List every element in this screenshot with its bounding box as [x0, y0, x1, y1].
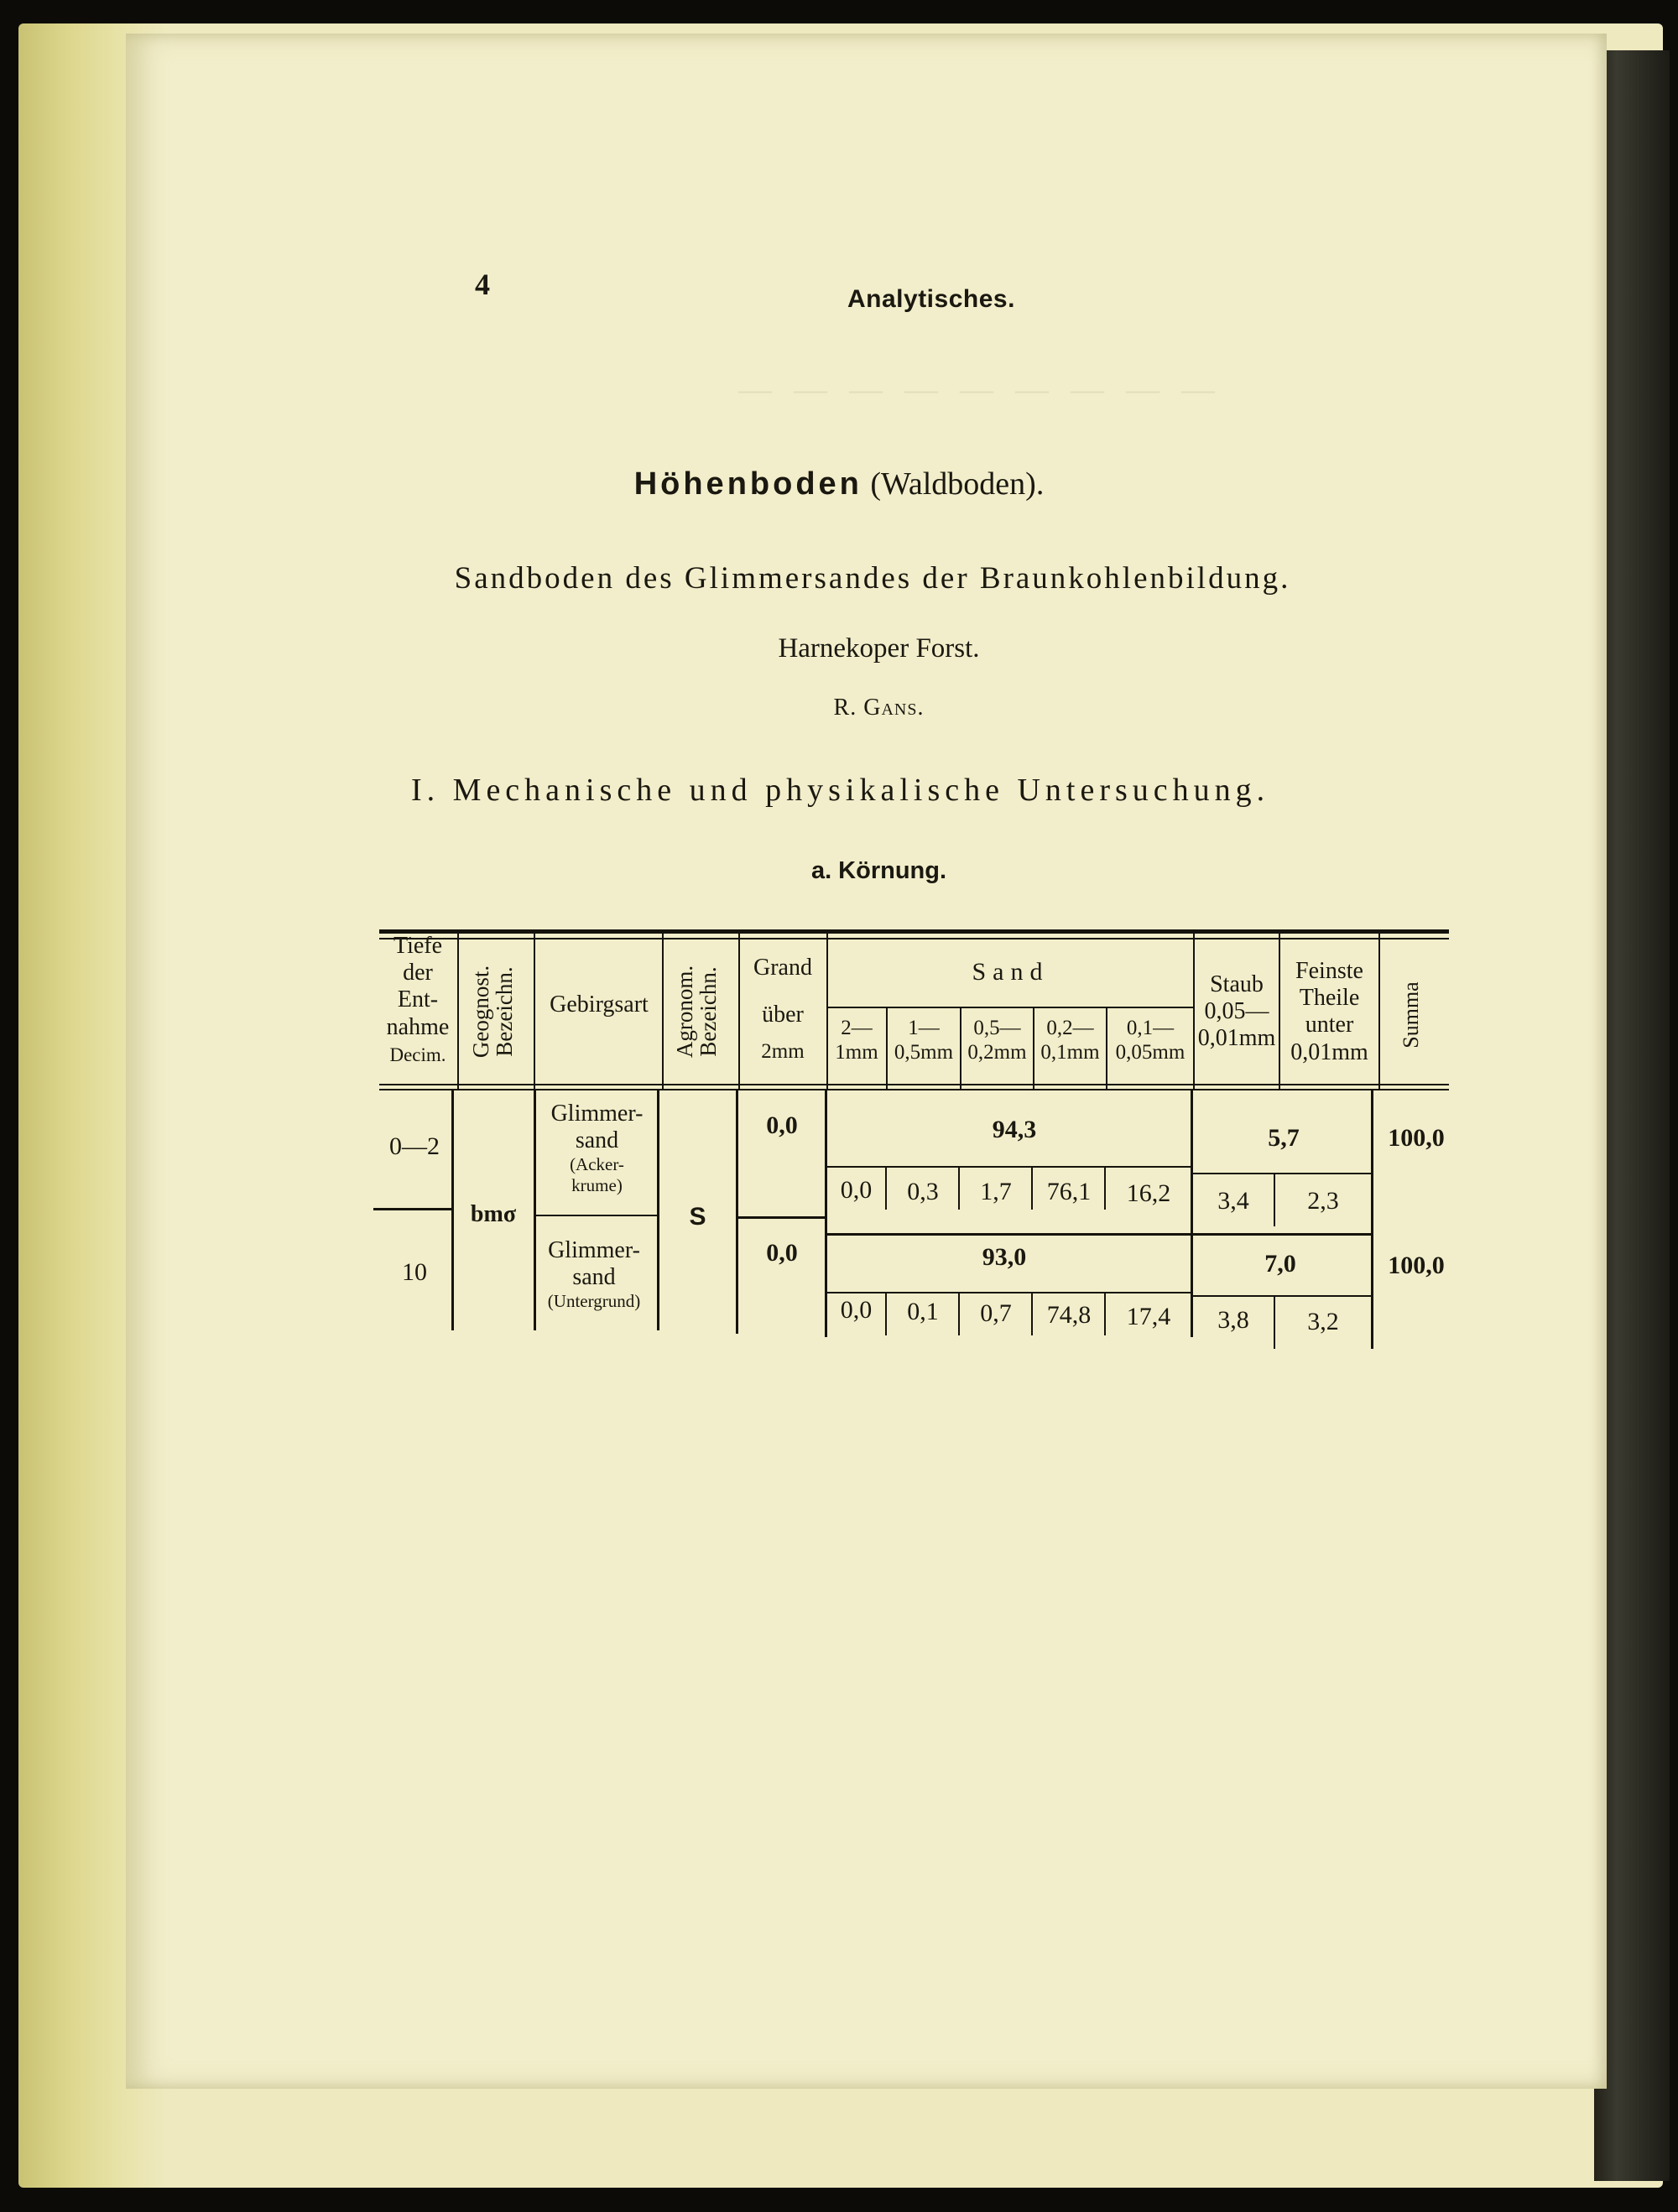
location: Harnekoper Forst.: [778, 633, 980, 664]
hdr-vrule: [662, 929, 664, 1089]
header-line: 0,1—: [1126, 1017, 1175, 1039]
cell-feinste: 2,3: [1307, 1187, 1339, 1215]
cell-staub-feinste-total: 5,7: [1268, 1124, 1300, 1152]
header-sand-01-005: [1107, 1017, 1193, 1065]
cell-sand-part: 17,4: [1126, 1303, 1171, 1330]
cell-sand-part: 0,3: [907, 1178, 939, 1205]
header-line: Grand: [753, 955, 812, 981]
sand-subheader-rule: [827, 1007, 1194, 1008]
title-rest: (Waldboden).: [870, 466, 1045, 502]
hdr-vrule: [1378, 929, 1380, 1089]
page-title: [0, 466, 1678, 502]
cell-staub: 3,4: [1217, 1187, 1249, 1215]
header-geognost: [469, 949, 521, 1075]
header-line: Feinste: [1295, 958, 1363, 984]
header-line: Theile: [1299, 985, 1360, 1012]
bleed-through-text: — — — — — — — — —: [738, 370, 1222, 408]
row-separator: [738, 1216, 826, 1219]
header-line: 0,5—: [973, 1017, 1021, 1039]
cell-sand-part: 0,1: [907, 1298, 939, 1325]
cell-summa: 100,0: [1388, 1124, 1445, 1152]
cell-sand-part: 0,0: [840, 1296, 873, 1324]
staub-detail-rule: [1193, 1295, 1371, 1297]
header-sand-2-1: [827, 1017, 886, 1065]
cell-sand-part: 76,1: [1046, 1178, 1092, 1205]
body-vrule: [1371, 1089, 1373, 1349]
cell-sand-part: 16,2: [1126, 1179, 1171, 1207]
cell-agronom: S: [689, 1203, 706, 1231]
cell-line: sand: [572, 1264, 616, 1291]
header-rule-2: [379, 1089, 1449, 1090]
header-feinste: [1280, 958, 1378, 1066]
cell-tiefe: 10: [402, 1258, 427, 1286]
header-line: Bezeichn.: [696, 966, 722, 1057]
table-top-rule-thin: [379, 938, 1449, 939]
cell-line: Glimmer-: [550, 1101, 644, 1127]
header-line: Tiefe: [393, 933, 443, 959]
hdr-vrule: [457, 929, 459, 1089]
title-bold: Höhenboden: [633, 466, 862, 502]
cell-staub-feinste-total: 7,0: [1264, 1250, 1296, 1278]
header-sand-1-05: [888, 1017, 960, 1065]
cell-sand-part: 1,7: [980, 1178, 1012, 1205]
subsection-title: a. Körnung.: [810, 857, 947, 884]
cell-sand-total: 94,3: [992, 1116, 1037, 1143]
cell-note: (Acker-: [570, 1154, 624, 1175]
staub-detail-rule: [1193, 1173, 1371, 1174]
header-line: 0,05mm: [1115, 1040, 1186, 1064]
cell-geognost: bmσ: [470, 1201, 517, 1227]
row-separator: [373, 1208, 451, 1210]
running-head: Analytisches.: [847, 285, 1015, 313]
header-gebirgsart: Gebirgsart: [550, 991, 649, 1018]
row-separator: [536, 1215, 657, 1216]
header-grand: [740, 955, 826, 1064]
header-line: 1—: [908, 1017, 940, 1039]
cell-sand-part: 0,7: [980, 1299, 1012, 1327]
cell-summa: 100,0: [1388, 1252, 1445, 1279]
cell-note: (Untergrund): [547, 1291, 641, 1312]
sand-detail-rule: [827, 1166, 1193, 1168]
header-line: 0,1mm: [1040, 1040, 1100, 1064]
header-line: Bezeichn.: [492, 966, 518, 1057]
header-line: 1mm: [835, 1040, 878, 1064]
cell-gebirgsart: [530, 1237, 658, 1312]
header-line: Agronom.: [672, 965, 697, 1059]
header-sand-05-02: [961, 1017, 1033, 1065]
cell-sand-part: 74,8: [1046, 1301, 1092, 1329]
page-subtitle: Sandboden des Glimmersandes der Braunkohlenbildung.: [454, 561, 1291, 596]
cell-staub: 3,8: [1217, 1306, 1249, 1334]
cell-gebirgsart: [537, 1101, 657, 1195]
cell-tiefe: 0—2: [389, 1132, 440, 1160]
cell-grand: 0,0: [766, 1111, 798, 1139]
row-separator: [827, 1233, 1373, 1236]
header-line: Geognost.: [468, 965, 493, 1059]
header-line: 0,05—: [1204, 998, 1269, 1025]
header-agronom: [673, 949, 725, 1075]
header-line: 2—: [841, 1017, 873, 1039]
header-sand-02-01: [1034, 1017, 1106, 1065]
cell-line: sand: [575, 1127, 619, 1154]
cell-sand-part: 0,0: [840, 1176, 873, 1204]
header-sand: Sand: [972, 958, 1050, 986]
hdr-vrule: [534, 929, 535, 1089]
page-number: 4: [475, 268, 490, 301]
header-line: 0,2—: [1046, 1017, 1094, 1039]
header-line: Ent-: [397, 986, 439, 1013]
header-tiefe: [379, 933, 456, 1066]
cell-note: krume): [571, 1174, 623, 1195]
cell-feinste: 3,2: [1307, 1308, 1339, 1335]
header-unit: Decim.: [389, 1044, 446, 1065]
header-line: nahme: [386, 1013, 450, 1040]
header-line: 0,2mm: [967, 1040, 1027, 1064]
cell-sand-total: 93,0: [982, 1243, 1027, 1271]
header-line: 2mm: [761, 1040, 805, 1064]
header-line: unter: [1305, 1012, 1354, 1038]
header-staub: [1195, 971, 1279, 1053]
header-line: 0,5mm: [894, 1040, 954, 1064]
table-top-rule: [379, 929, 1449, 934]
header-line: Staub: [1210, 971, 1264, 997]
cell-grand: 0,0: [766, 1239, 798, 1267]
sand-detail-rule: [827, 1292, 1193, 1293]
hdr-vrule: [826, 929, 828, 1089]
header-summa: Summa: [1399, 981, 1423, 1049]
cell-line: Glimmer-: [548, 1237, 640, 1263]
section-title: I. Mechanische und physikalische Untersuchung.: [411, 773, 1270, 808]
header-line: 0,01mm: [1290, 1038, 1368, 1065]
header-line: über: [762, 1002, 804, 1028]
header-line: 0,01mm: [1197, 1025, 1276, 1052]
author: R. Gans.: [833, 695, 925, 721]
header-line: der: [403, 960, 433, 986]
header-rule: [379, 1084, 1449, 1085]
